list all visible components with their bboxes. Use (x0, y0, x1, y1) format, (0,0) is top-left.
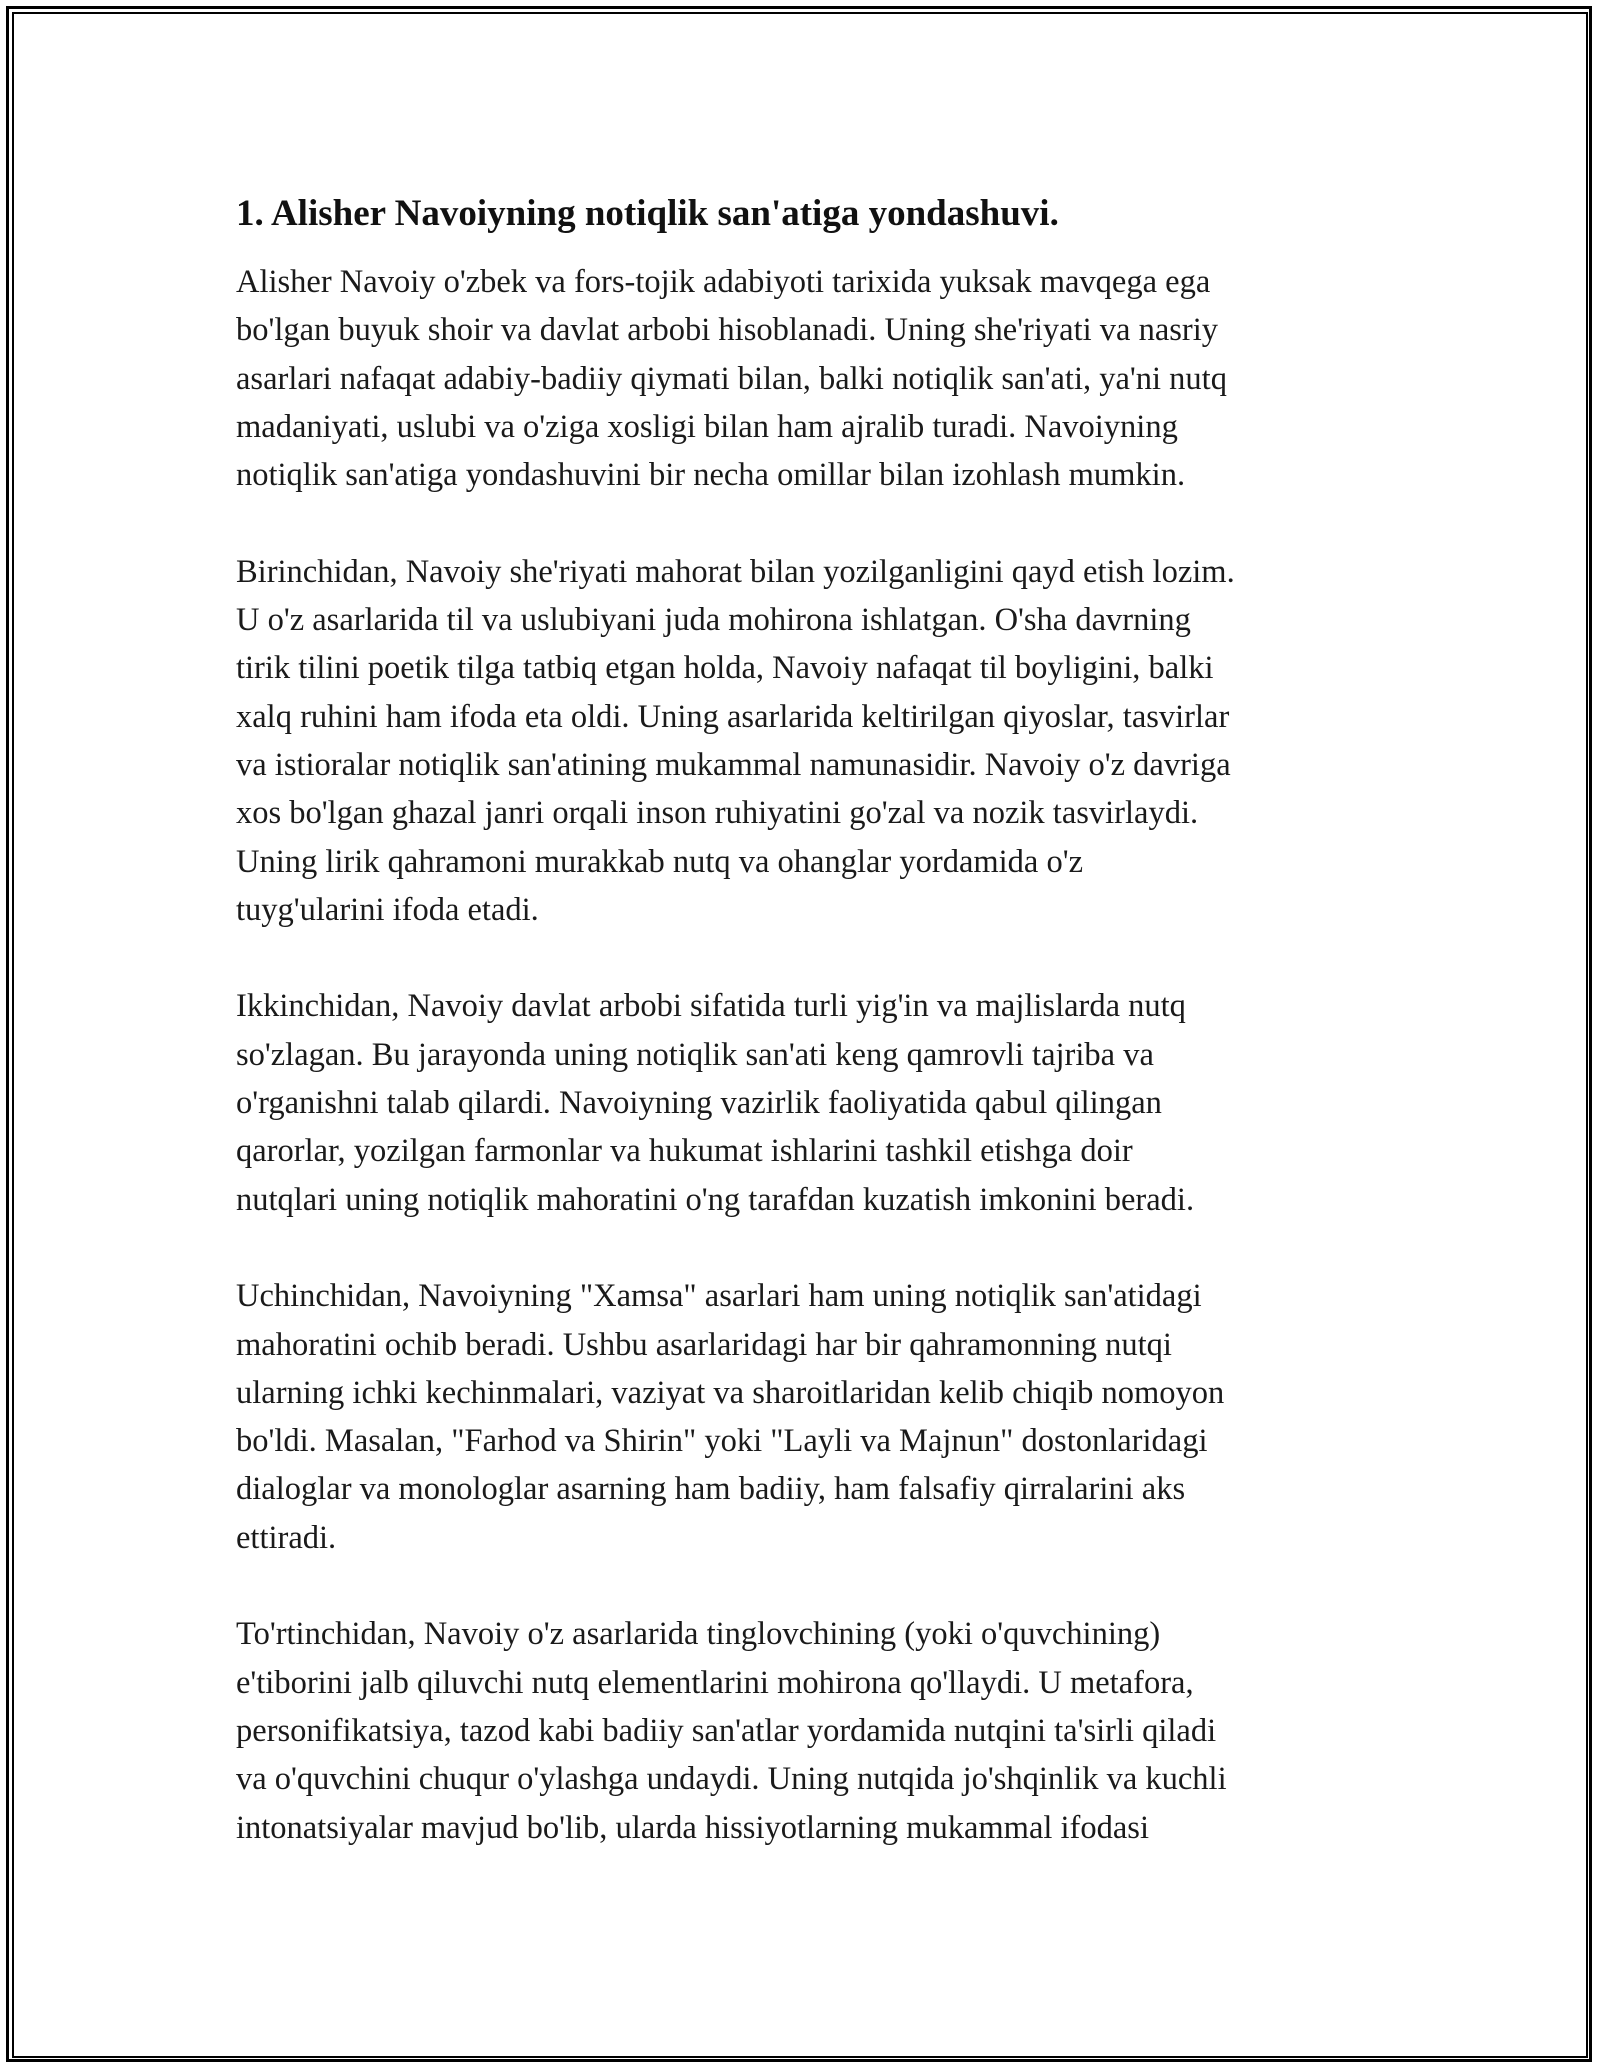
paragraph-second-point: Ikkinchidan, Navoiy davlat arbobi sifatida turli yig'in va majlislarda nutq so'zlagan. Bu jarayonda uning notiqlik san'ati keng qamrovli tajriba va o'rganishni talab qilardi. Navoiyning vazirlik faoliyatida qabul qilingan qarorlar, yozilgan farmonlar va hukumat ishlarini tashkil etishga doir nutqlari uning notiqlik mahoratini o'ng tarafdan kuzatish imkonini beradi. (236, 988, 1195, 1218)
section-heading: 1. Alisher Navoiyning notiqlik san'atiga yondashuvi. (236, 193, 1059, 234)
paragraph-fourth-point: To'rtinchidan, Navoiy o'z asarlarida tinglovchining (yoki o'quvchining) e'tiborini jalb qiluvchi nutq elementlarini mohirona qo'llaydi. U metafora, personifikatsiya, tazod kabi badiiy san'atlar yordamida nutqini ta'sirli qiladi va o'quvchini chuqur o'ylashga undaydi. Uning nutqida jo'shqinlik va kuchli intonatsiyalar mavjud bo'lib, ularda hissiyotlarning mukammal ifodasi (236, 1616, 1227, 1846)
paragraph-first-point: Birinchidan, Navoiy she'riyati mahorat bilan yozilganligini qayd etish lozim. U o'z asarlarida til va uslubiyani juda mohirona ishlatgan. O'sha davrning tirik tilini poetik tilga tatbiq etgan holda, Navoiy nafaqat til boyligini, balki xalq ruhini ham ifoda eta oldi. Uning asarlarida keltirilgan qiyoslar, tasvirlar va istioralar notiqlik san'atining mukammal namunasidir. Navoiy o'z davriga xos bo'lgan ghazal janri orqali inson ruhiyatini go'zal va nozik tasvirlaydi. Uning lirik qahramoni murakkab nutq va ohanglar yordamida o'z tuyg'ularini ifoda etadi. (236, 553, 1235, 928)
paragraph-third-point: Uchinchidan, Navoiyning "Xamsa" asarlari ham uning notiqlik san'atidagi mahoratini ochib beradi. Ushbu asarlaridagi har bir qahramonning nutqi ularning ichki kechinmalari, vaziyat va sharoitlaridan kelib chiqib nomoyon bo'ldi. Masalan, "Farhod va Shirin" yoki "Layli va Majnun" dostonlaridagi dialoglar va monologlar asarning ham badiiy, ham falsafiy qirralarini aks ettiradi. (236, 1278, 1225, 1556)
paragraph-intro: Alisher Navoiy o'zbek va fors-tojik adabiyoti tarixida yuksak mavqega ega bo'lgan buyuk shoir va davlat arbobi hisoblanadi. Uning she'riyati va nasriy asarlari nafaqat adabiy-badiiy qiymati bilan, balki notiqlik san'ati, ya'ni nutq madaniyati, uslubi va o'ziga xosligi bilan ham ajralib turadi. Navoiyning notiqlik san'atiga yondashuvini bir necha omillar bilan izohlash mumkin. (236, 264, 1227, 494)
document-body (236, 184, 1376, 1900)
